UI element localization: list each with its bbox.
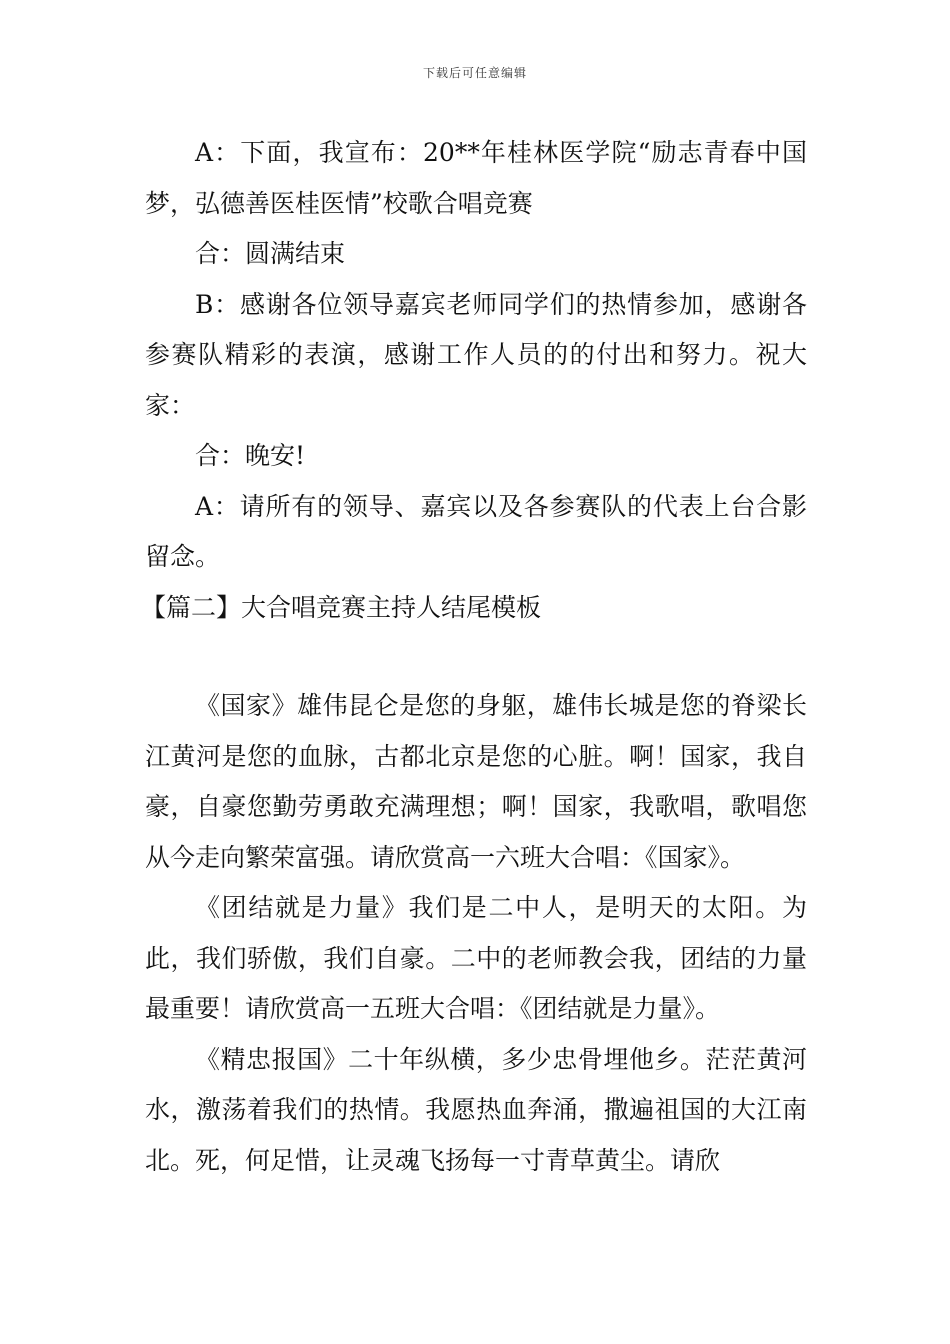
page-header: 下载后可任意编辑 [422,66,527,80]
section-heading: 【篇二】大合唱竞赛主持人结尾模板 [141,592,542,622]
paragraph-announcement: A：下面，我宣布：20**年桂林医学院“励志青春中国梦，弘德善医桂医情”校歌合唱竞赛 [145,138,807,218]
paragraph-tuanjie: 《团结就是力量》我们是二中人，是明天的太阳。为此，我们骄傲，我们自豪。二中的老师教会我，团结的力量最重要！请欣赏高一五班大合唱：《团结就是力量》。 [145,893,807,1023]
paragraph-chorus-ending: 合：圆满结束 [195,239,346,268]
section-spacer [145,633,807,681]
paragraph-group-photo: A：请所有的领导、嘉宾以及各参赛队的代表上台合影留念。 [145,491,807,571]
paragraph-thanks: B：感谢各位领导嘉宾老师同学们的热情参加，感谢各参赛队精彩的表演，感谢工作人员的的付出和努力。祝大家： [145,289,807,420]
paragraph-guojia: 《国家》雄伟昆仑是您的身躯，雄伟长城是您的脊梁长江黄河是您的血脉，古都北京是您的心脏。啊！国家，我自豪，自豪您勤劳勇敢充满理想；啊！国家，我歌唱，歌唱您从今走向繁荣富强。请欣赏高一六班大合唱：《国家》。 [145,691,807,872]
paragraph-jingzhong: 《精忠报国》二十年纵横，多少忠骨埋他乡。茫茫黄河水，激荡着我们的热情。我愿热血奔涌，撒遍祖国的大江南北。死，何足惜，让灵魂飞扬每一寸青草黄尘。请欣 [145,1044,807,1175]
paragraph-goodnight: 合：晚安! [195,441,306,470]
document-body [141,128,807,1186]
